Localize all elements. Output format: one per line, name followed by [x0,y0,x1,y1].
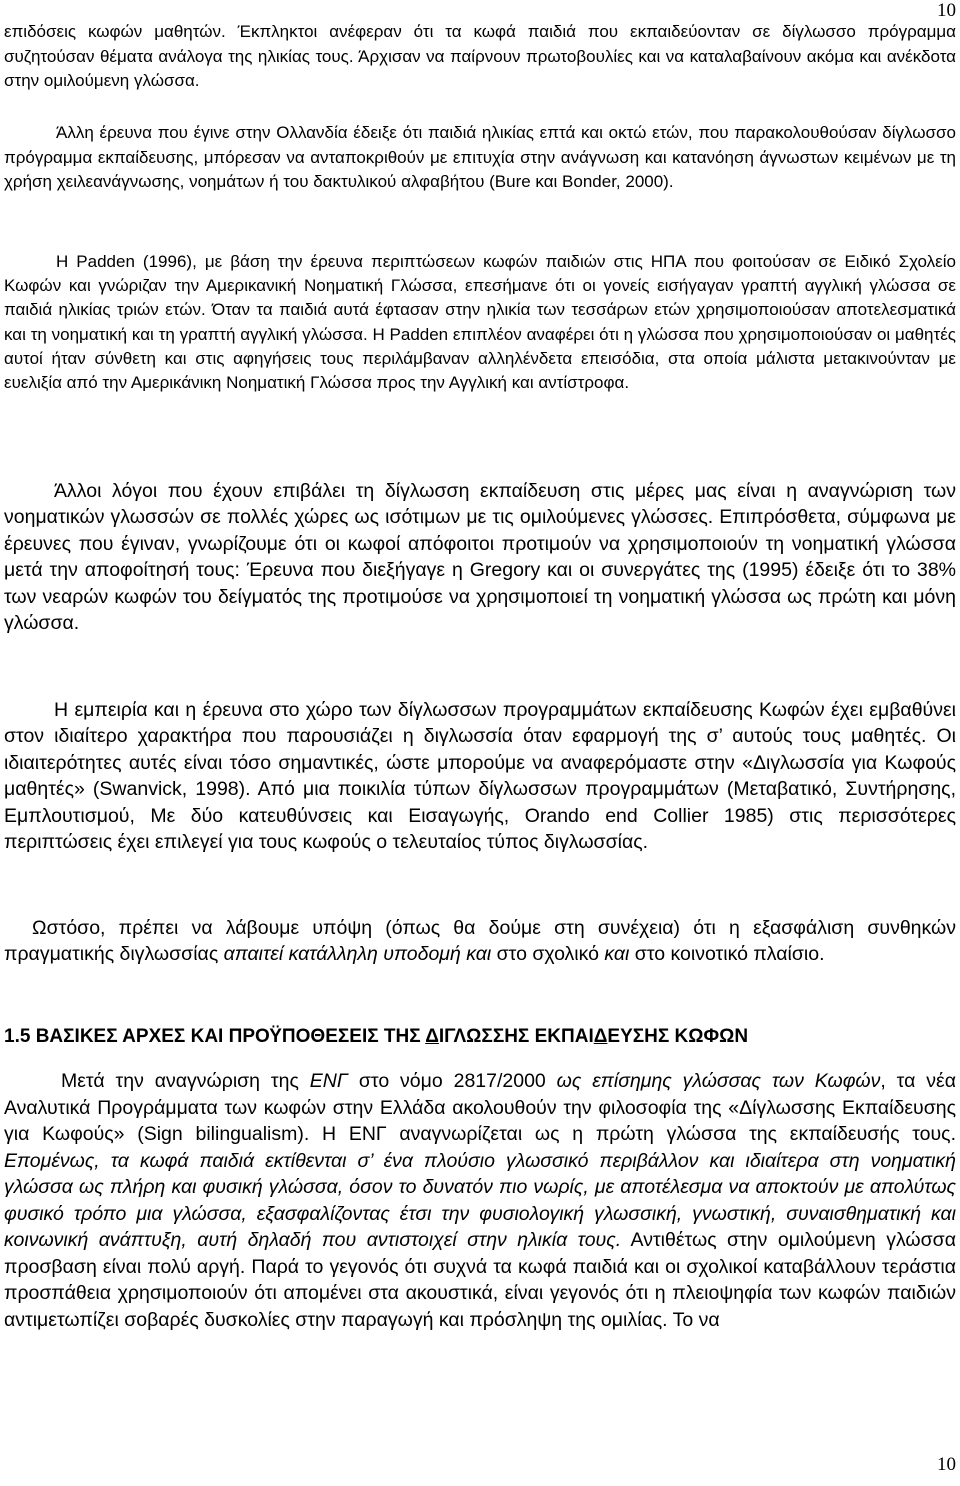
paragraph-other-reasons [4,478,956,636]
emphasis-text: Επομένως, τα κωφά παιδιά εκτίθενται σ’ ένα πλούσιο γλωσσικό περιβάλλον και ιδιαίτερα στη νοηματική γλώσσα ως πλήρη και φυσική γλώσσα, όσον το δυνατόν πιο νωρίς, με αποτέλεσμα να αποκτούν με απολύτως φυσικό τρόπο μια γλώσσα, εξασφαλίζοντας έτσι την φυσιολογική γλωσσική, γνωστική, συναισθηματική και κοινωνική ανάπτυξη, αυτή δηλαδή που αντιστοιχεί στην ηλικία τους. [4,1149,956,1251]
text-run: στο σχολικό [491,943,605,966]
heading-text: ΕΥΣΗΣ ΚΩΦΩΝ [607,1026,749,1047]
page-number-bottom: 10 [937,1454,956,1475]
paragraph-netherlands [4,121,956,195]
paragraph-text [4,1068,956,1333]
text-run: στο κοινοτικό πλαίσιο. [629,943,825,966]
text-run: Αντιθέτως στην ομιλούμενη γλώσσα προσβαση είναι πολύ αργή. Παρά το γεγονός ότι συχνά τα κωφά παιδιά και οι σχολικοί καταβάλλουν τεράστια προσπάθεια χρησιμοποιούν ότι απομένει στα ακουστικά, είναι γεγονός ότι η πλειοψηφία των κωφών παιδιών αντιμετωπίζει σοβαρές δυσκολίες στην παραγωγή και πρόσληψη της ομιλίας. Το να [4,1229,956,1331]
heading-underlined-letter: Δ [593,1026,608,1047]
heading-underlined-letter: Δ [425,1026,439,1047]
paragraph-experience [4,697,956,855]
paragraph-after-recognition [4,1068,956,1333]
paragraph-continuation [4,20,956,94]
emphasis-text: ΕΝΓ [309,1070,348,1092]
emphasis-text: απαιτεί κατάλληλη υποδομή και [223,943,492,966]
paragraph-text: Άλλη έρευνα που έγινε στην Ολλανδία έδειξε ότι παιδιά ηλικίας επτά και οκτώ ετών, που παρακολουθούσαν δίγλωσσο πρόγραμμα εκπαίδευσης, μπόρεσαν να ανταποκριθούν με επιτυχία στην ανάγνωση και κατανόηση άγνωστων κειμένων με τη χρήση χειλεανάγνωσης, νοημάτων ή του δακτυλικού αλφαβήτου (Bure και Bonder, 2000). [4,123,956,191]
paragraph-text: Η Padden (1996), με βάση την έρευνα περιπτώσεων κωφών παιδιών στις ΗΠΑ που φοιτούσαν σε Ειδικό Σχολείο Κωφών και γνώριζαν την Αμερικανική Νοηματική Γλώσσα, επεσήμανε ότι οι γονείς εισήγαγαν γραπτή αγγλική γλώσσα σε παιδιά ηλικίας τριών ετών. Όταν τα παιδιά αυτά έφτασαν στην ηλικία των τεσσάρων ετών χρησιμοποιούσαν αποτελεσματικά και τη νοηματική και τη γραπτή αγγλική γλώσσα. Η Padden επιπλέον αναφέρει ότι η γλώσσα που χρησιμοποιούσαν οι μαθητές αυτοί ήταν σύνθετη και στις αφηγήσεις τους περιλάμβαναν αλληλένδετα επεισόδια, στα οποία μάλιστα μετακινούνταν με ευελιξία από την Αμερικάνικη Νοηματική Γλώσσα προς την Αγγλική και αντίστροφα. [4,252,956,393]
section-heading [4,1024,748,1050]
heading-text: ΙΓΛΩΣΣΗΣ ΕΚΠΑΙ [438,1026,594,1047]
paragraph-padden [4,250,956,395]
text-run: Ωστόσο, πρέπει να λάβουμε υπόψη (όπως θα δούμε στη συνέχεια) ότι η εξασφάλιση συνθηκών πραγματικής διγλωσσίας [4,917,956,966]
paragraph-text: επιδόσεις κωφών μαθητών. Έκπληκτοι ανέφεραν ότι τα κωφά παιδιά που εκπαιδεύονταν σε δίγλωσσο πρόγραμμα συζητούσαν θέματα ανάλογα της ηλικίας τους. Άρχισαν να παίρνουν πρωτοβουλίες και να καταλαβαίνουν ακόμα και ανέκδοτα στην ομιλούμενη γλώσσα. [4,22,956,90]
page-number-top: 10 [937,0,956,21]
emphasis-text: ως επίσημης γλώσσας των Κωφών [556,1070,881,1092]
paragraph-however [4,915,956,968]
text-run: , τα νέα Αναλυτικά Προγράμματα των κωφών στην Ελλάδα ακολουθούν την φιλοσοφία της «Δίγλωσσης Εκπαίδευσης για Κωφούς» (Sign bilingualism). Η ΕΝΓ αναγνωρίζεται ως η πρώτη γλώσσα της εκπαίδευσής τους. [4,1070,956,1145]
paragraph-text [4,915,956,968]
text-run: Μετά την αναγνώριση της [61,1070,310,1092]
text-run: στο νόμο 2817/2000 [347,1070,557,1092]
paragraph-text: Άλλοι λόγοι που έχουν επιβάλει τη δίγλωσση εκπαίδευση στις μέρες μας είναι η αναγνώριση των νοηματικών γλωσσών σε πολλές χώρες ως ισότιμων με τις ομιλούμενες γλώσσες. Επιπρόσθετα, σύμφωνα με έρευνες που έγιναν, γνωρίζουμε ότι οι κωφοί απόφοιτοι προτιμούν να χρησιμοποιούν τη νοηματική γλώσσα μετά την αποφοίτησή τους: Έρευνα που διεξήγαγε η Gregory και οι συνεργάτες της (1995) έδειξε ότι το 38% των νεαρών κωφών του δείγματός της προτιμούσε να χρησιμοποιεί τη νοηματική γλώσσα ως πρώτη και μόνη γλώσσα. [4,480,956,635]
heading-text: 1.5 ΒΑΣΙΚΕΣ ΑΡΧΕΣ ΚΑΙ ΠΡΟΫΠΟΘΕΣΕΙΣ ΤΗΣ [4,1026,426,1047]
emphasis-text: και [604,943,630,966]
paragraph-text: Η εμπειρία και η έρευνα στο χώρο των δίγλωσσων προγραμμάτων εκπαίδευσης Κωφών έχει εμβαθύνει στον ιδιαίτερο χαρακτήρα που παρουσιάζει η διγλωσσία όταν εφαρμογή της σ’ αυτούς τους μαθητές. Οι ιδιαιτερότητες αυτές είναι τόσο σημαντικές, ώστε μπορούμε να αναφερόμαστε στην «Διγλωσσία για Κωφούς μαθητές» (Swanvick, 1998). Από μια ποικιλία τύπων δίγλωσσων προγραμμάτων (Μεταβατικό, Συντήρησης, Εμπλουτισμού, Με δύο κατευθύνσεις και Εισαγωγής, Orando end Collier 1985) στις περισσότερες περιπτώσεις έχει επιλεγεί για τους κωφούς ο τελευταίος τύπος διγλωσσίας. [4,699,956,854]
